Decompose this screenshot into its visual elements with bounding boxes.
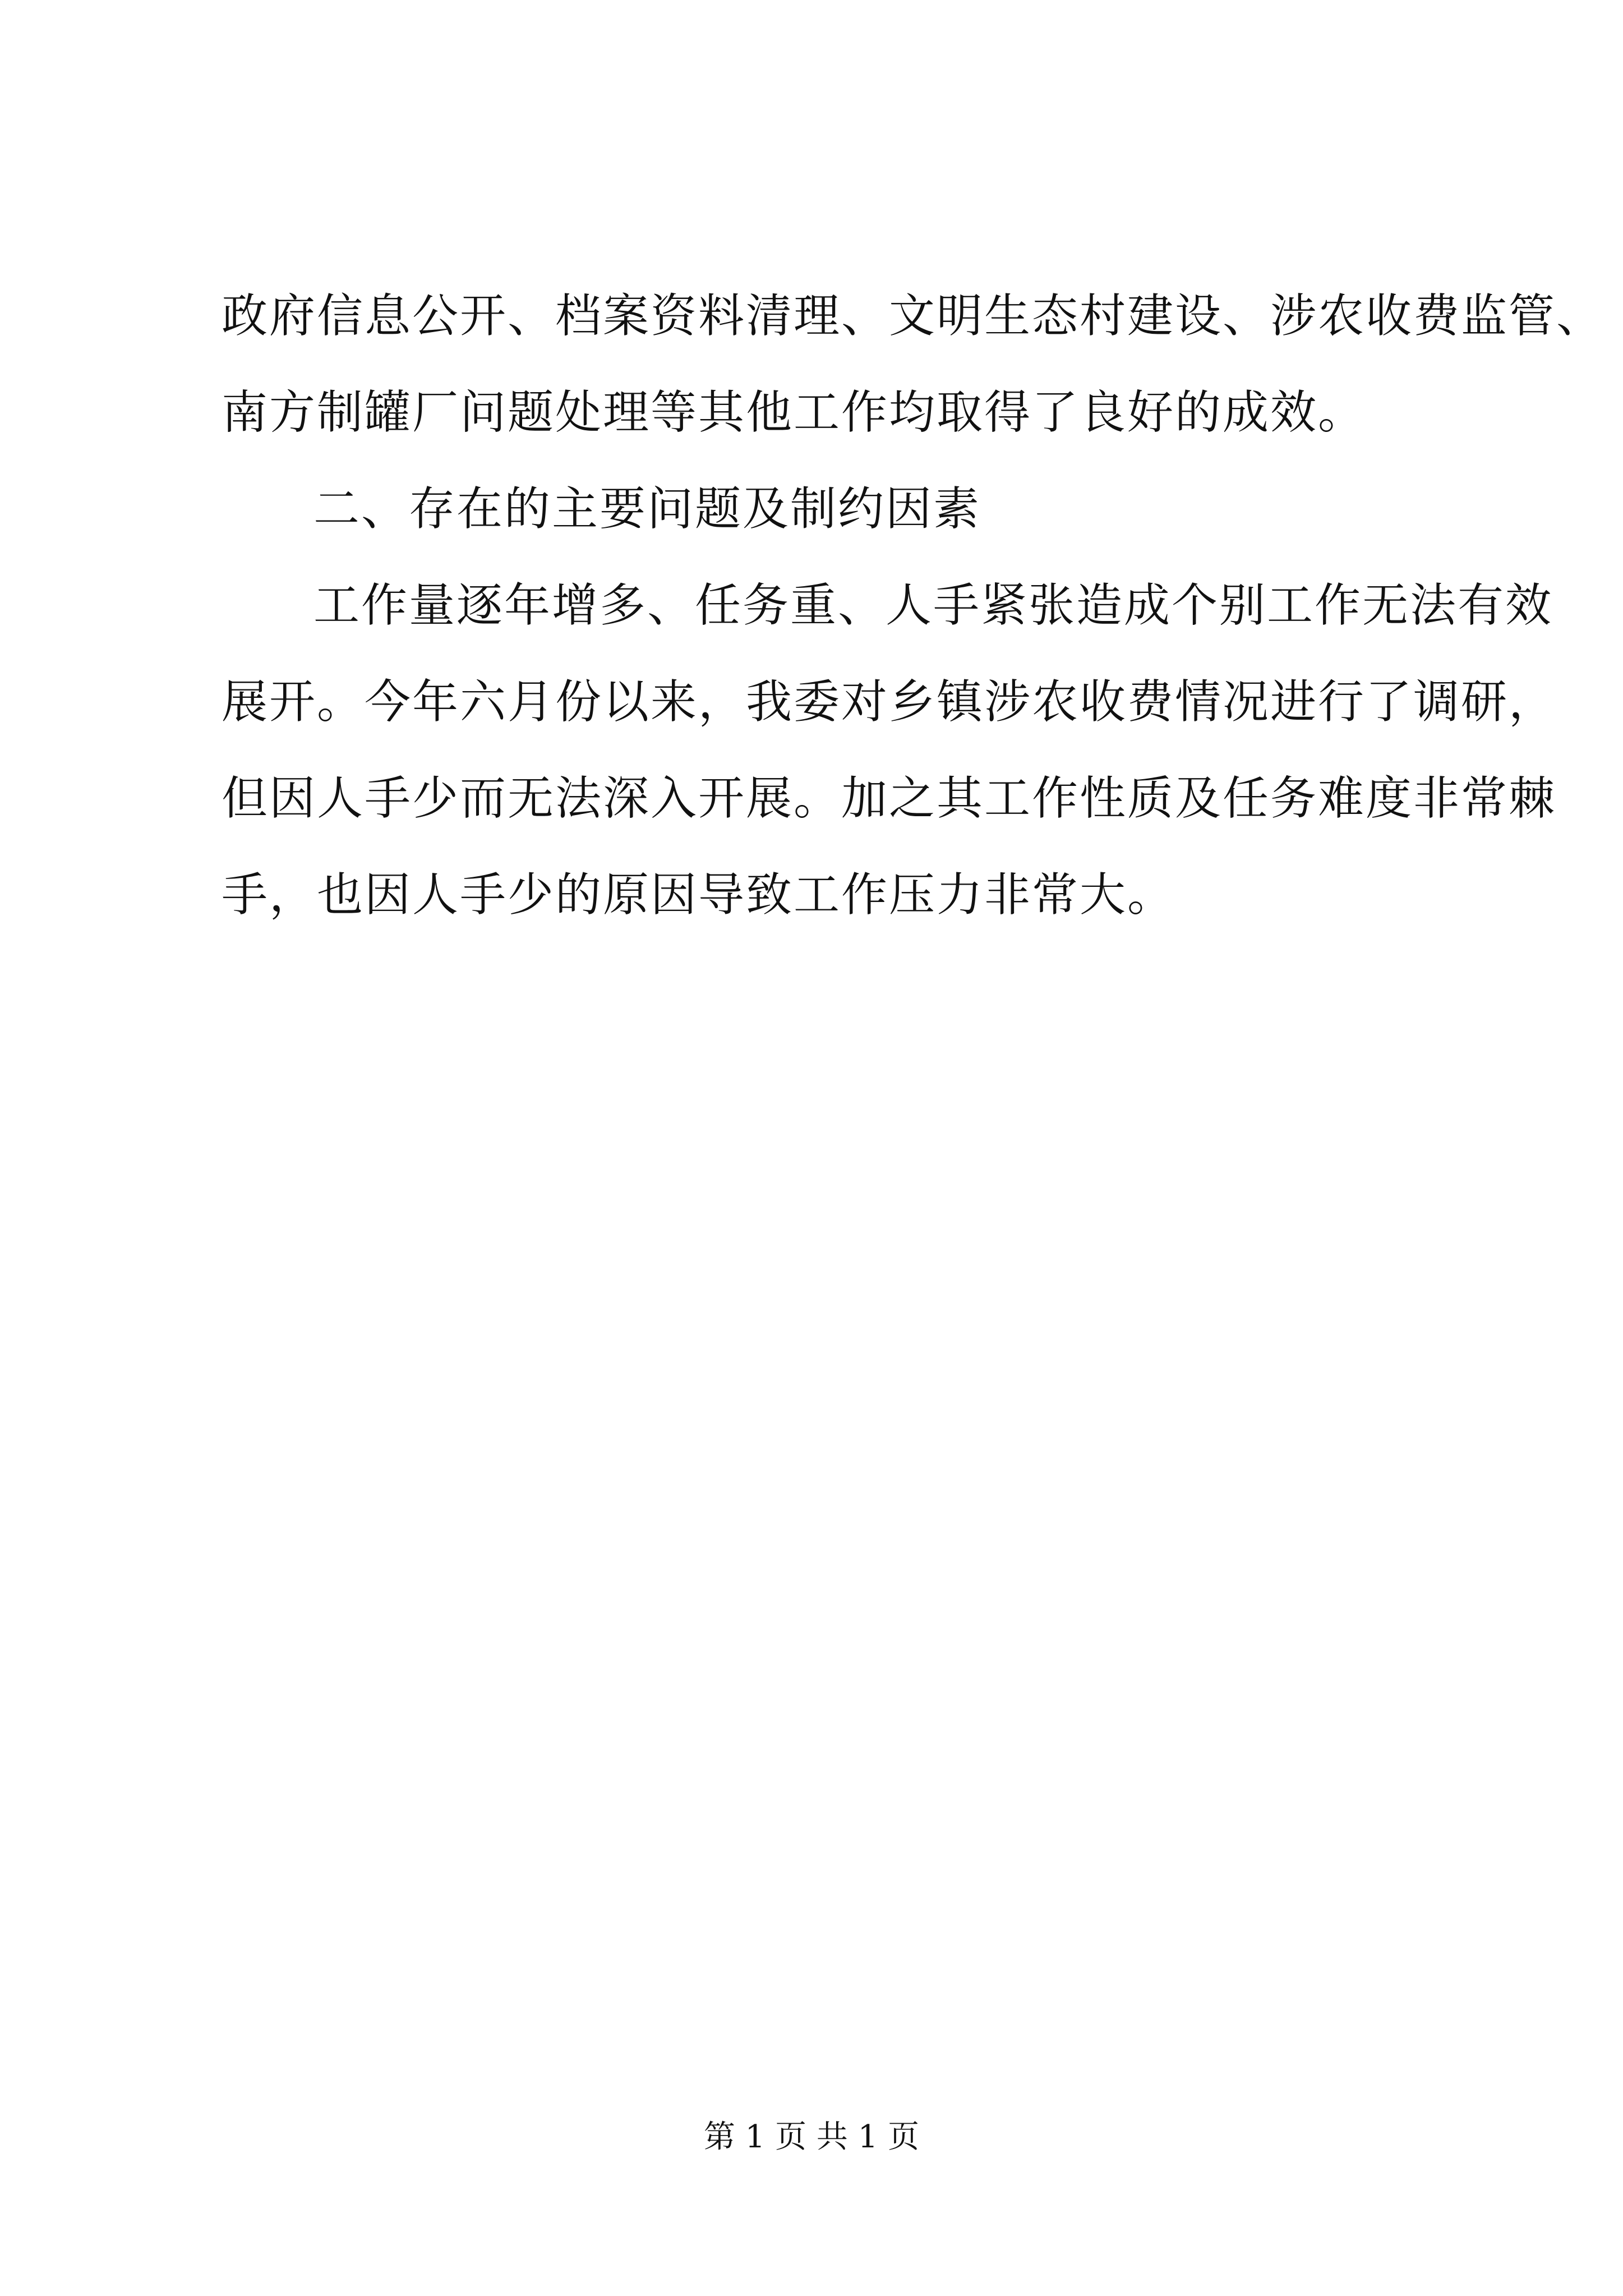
paragraph-line: 手，也因人手少的原因导致工作压力非常大。: [222, 868, 1175, 922]
page-footer: 第 1 页 共 1 页: [703, 2119, 920, 2155]
paragraph-line: 展开。今年六月份以来，我委对乡镇涉农收费情况进行了调研，: [222, 675, 1557, 729]
section-heading: 二、存在的主要问题及制约因素: [313, 482, 981, 536]
paragraph-line: 但因人手少而无法深入开展。加之其工作性质及任务难度非常棘: [222, 772, 1557, 825]
paragraph-line: 工作量逐年增多、任务重、人手紧张造成个别工作无法有效: [313, 579, 1553, 632]
document-body: [222, 268, 1604, 944]
paragraph-line: 政府信息公开、档案资料清理、文明生态村建设、涉农收费监管、: [222, 289, 1604, 343]
paragraph-line: 南方制罐厂问题处理等其他工作均取得了良好的成效。: [222, 386, 1366, 439]
